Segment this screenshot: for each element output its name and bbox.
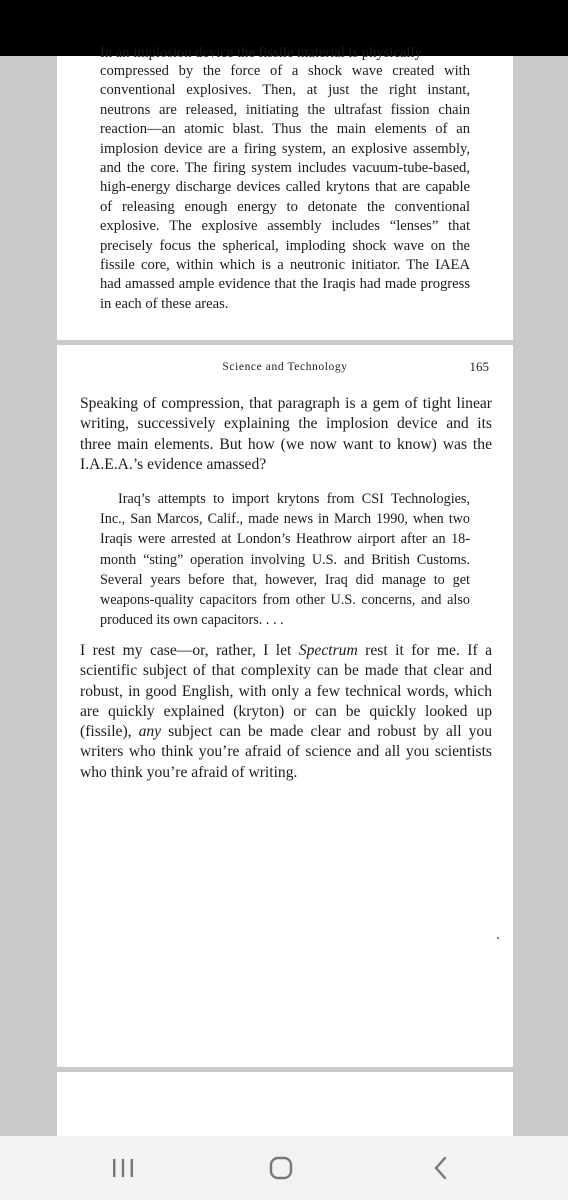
home-button[interactable]	[257, 1150, 305, 1186]
back-button[interactable]	[417, 1150, 465, 1186]
paragraph-1: Speaking of compression, that paragraph is a gem of tight linear writing, successively explaining the implosion device and its three main elements. But how (we now want to know) was the I.A.E.A.’s evidence amassed?	[80, 395, 492, 473]
paragraph-2-start: I rest my case—or, rather, I let	[80, 642, 299, 659]
paragraph-2-italic-any: any	[138, 723, 162, 741]
previous-page	[57, 45, 513, 340]
cut-off-line	[100, 44, 470, 62]
home-icon	[257, 1150, 305, 1186]
page-number: 165	[469, 359, 489, 374]
recent-apps-icon	[99, 1150, 147, 1186]
current-page	[57, 345, 513, 1067]
ink-speck	[497, 937, 499, 939]
paragraph-2-middle: rest it for me. If a scientific subject of that complexity can be made that clear and robust, in good English, with only a few technical words, which are quickly explained (kryton) or can be quickly looked up (fissile),	[80, 642, 492, 741]
recent-apps-button[interactable]	[99, 1150, 147, 1186]
back-icon	[417, 1150, 465, 1186]
cut-off-line-text: In an implosion device the fissile material is physically	[100, 45, 422, 61]
block-quote: Iraq’s attempts to import krytons from CSI Technologies, Inc., San Marcos, Calif., made news in March 1990, when two Iraqis were arrested at London’s Heathrow airport after an 18-month “sting” operation involving U.S. and British Customs. Several years before that, however, Iraq did manage to get weapons-quality capacitors from other U.S. concerns, and also produced its own capacitors. . . .	[100, 491, 470, 629]
next-page	[57, 1072, 513, 1136]
paragraph-2	[80, 641, 492, 783]
paragraph-2-end: subject can be made clear and robust by all you writers who think you’re afraid of science and all you scientists who think you’re afraid of writing.	[80, 723, 492, 781]
running-head: Science and Technology	[222, 361, 348, 373]
navigation-bar	[0, 1136, 568, 1200]
quoted-excerpt-paragraph: compressed by the force of a shock wave created with conventional explosives. Then, at just the right instant, neutrons are released, initiating the ultrafast fission chain reaction—an atomic blast. Thus the main elements of an implosion device are a firing system, an explosive assembly, and the core. The firing system includes vacuum-tube-based, high-energy discharge devices called krytons that are capable of releasing enough energy to detonate the conventional explosive. The explosive assembly includes “lenses” that precisely focus the spherical, imploding shock wave on the fissile core, within which is a neutronic initiator. The IAEA had amassed ample evidence that the Iraqis had made progress in each of these areas.	[100, 63, 470, 312]
paragraph-2-italic-spectrum: Spectrum	[298, 642, 358, 659]
